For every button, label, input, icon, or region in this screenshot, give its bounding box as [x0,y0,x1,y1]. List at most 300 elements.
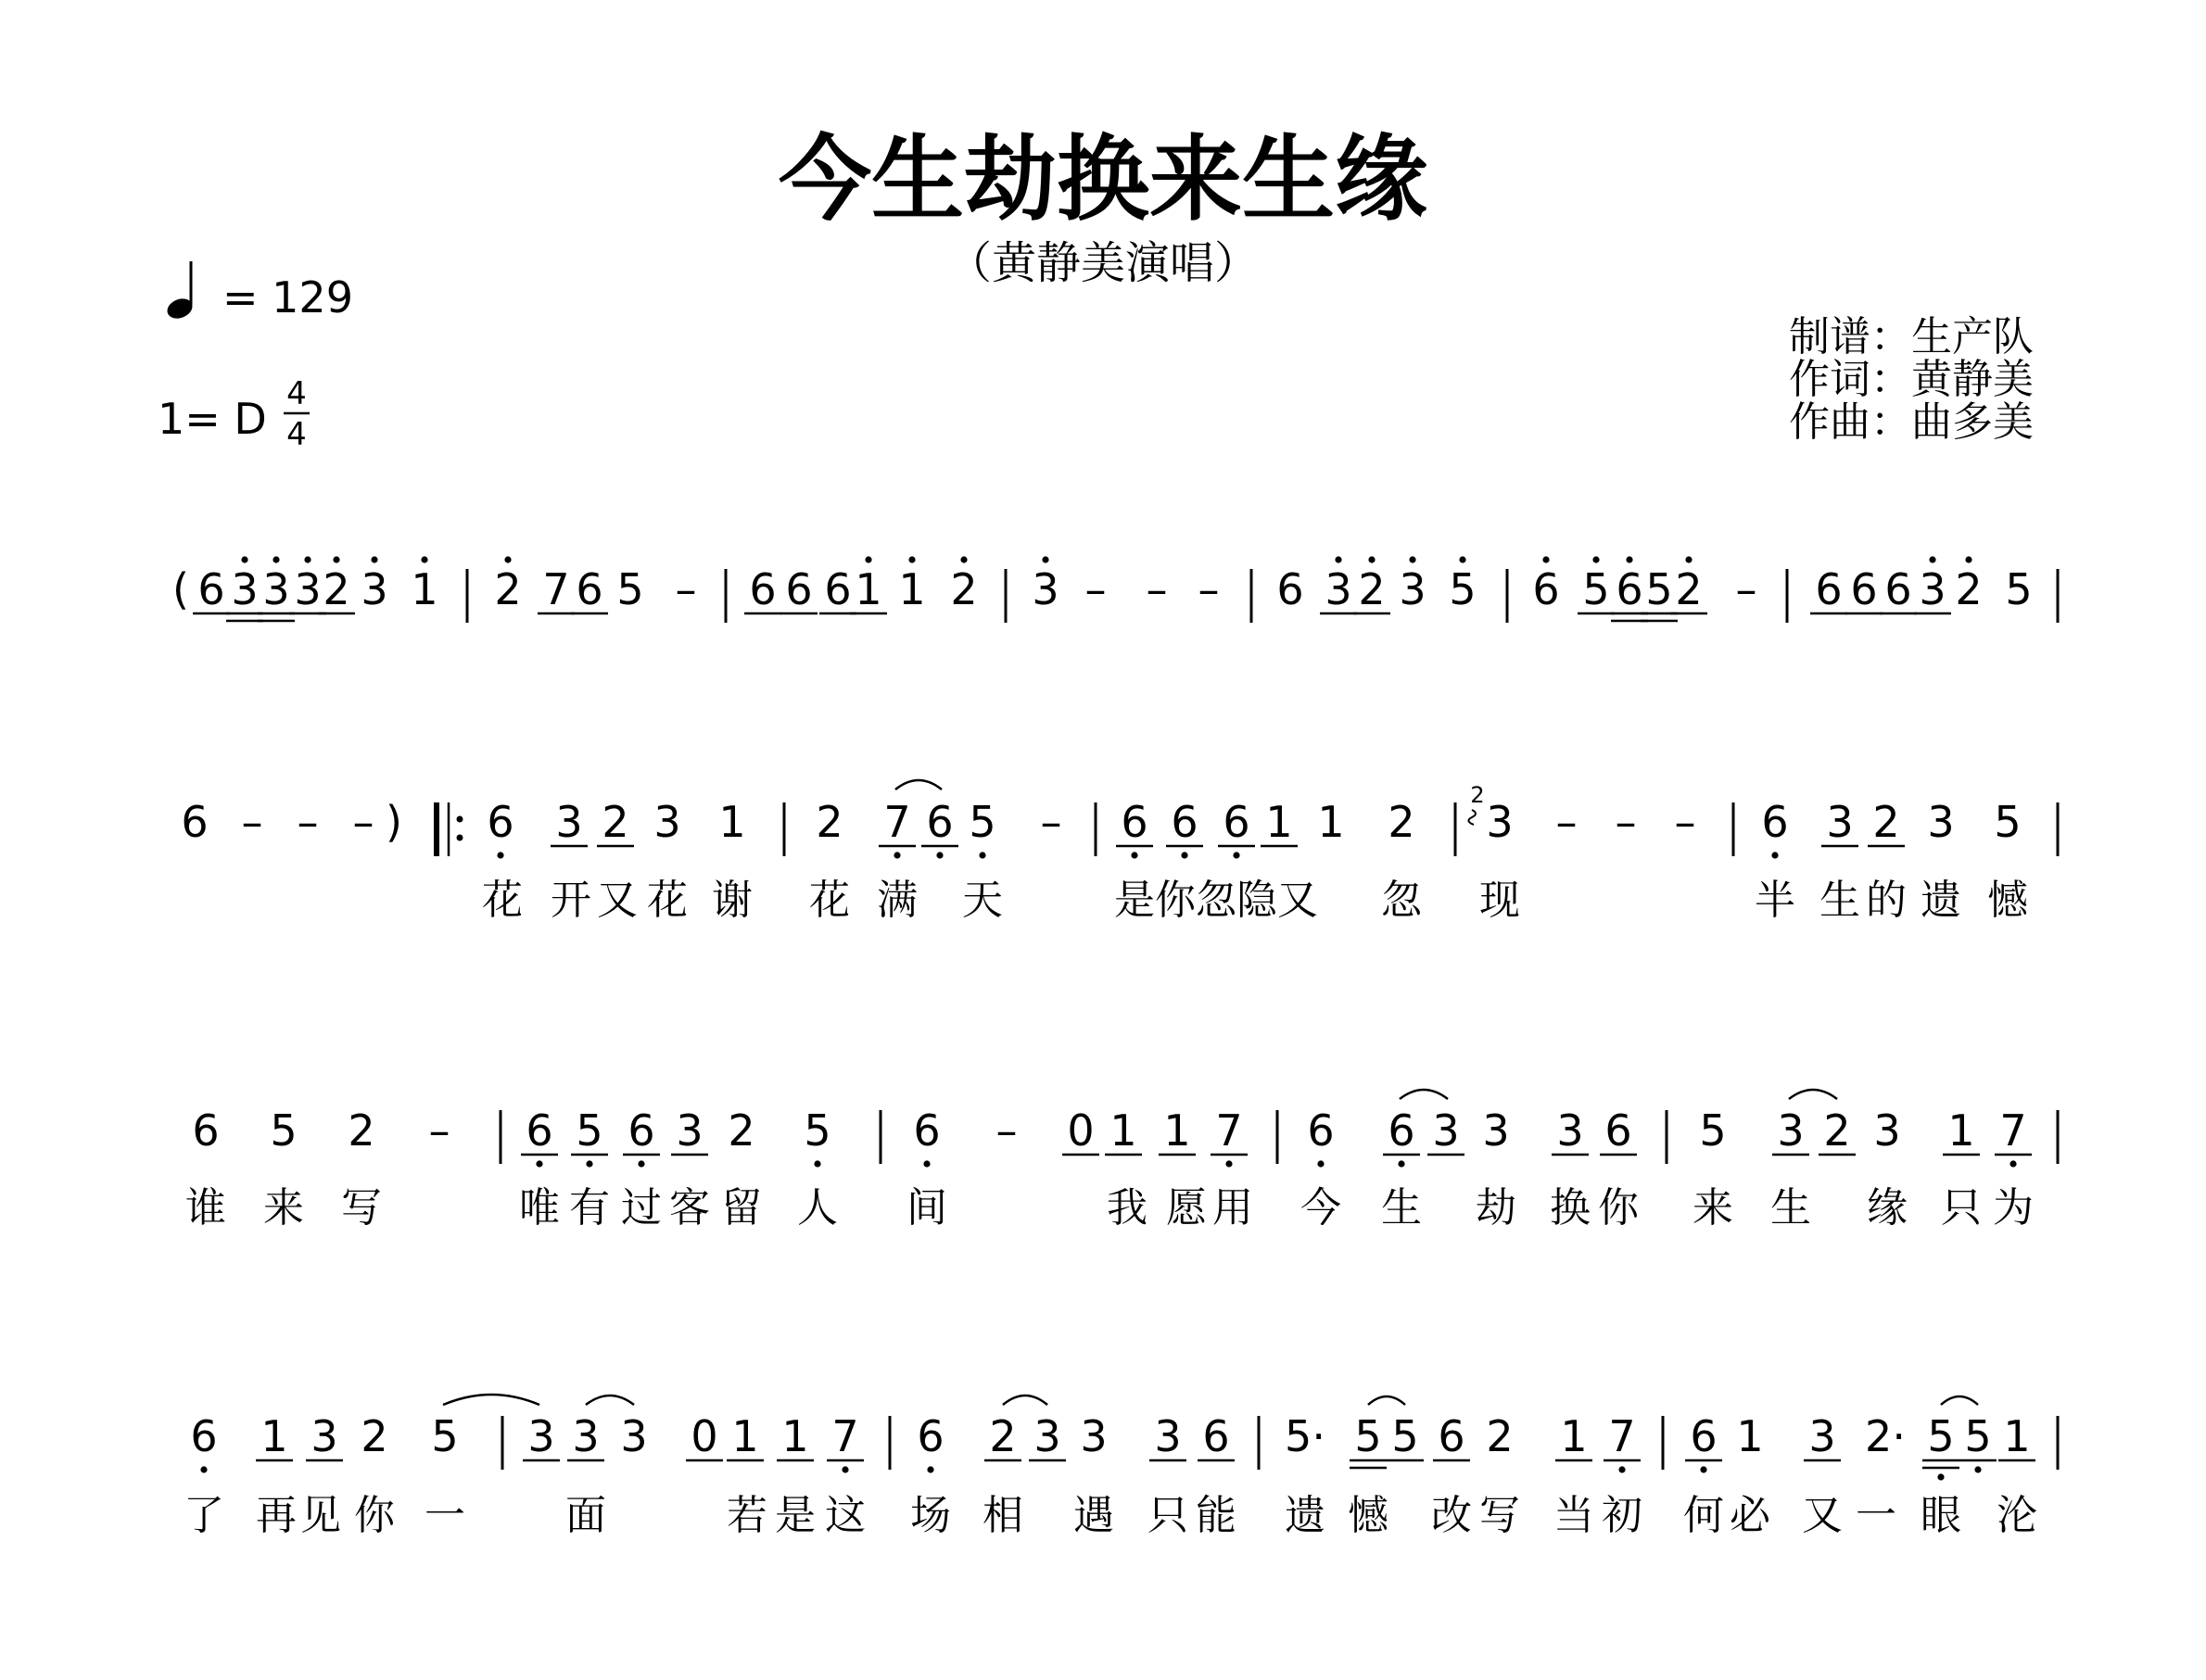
note [411,556,437,614]
note [1699,1105,1726,1156]
lyric-char: 一 [1856,1492,1896,1539]
note [1819,1105,1856,1156]
lyric-char: 眼 [1921,1492,1961,1539]
lyric-char: 见 [300,1492,341,1539]
note [1995,1105,2032,1168]
lyric-char: 遇 [1073,1492,1114,1539]
lyric-char: 生 [1819,877,1860,924]
note-symbol: 6 [1532,564,1560,614]
note-symbol: 3 [1325,564,1352,614]
lyric-char: 你 [354,1492,395,1539]
low-octave-dot [927,1466,933,1472]
notes-layer [172,556,2035,1480]
note [653,797,680,847]
note [671,1105,708,1156]
note [1320,556,1357,614]
note-symbol: 6 [1815,564,1843,614]
high-octave-dot [241,556,247,562]
lyric-char: 今 [1300,1184,1341,1232]
note [538,564,575,614]
note [1556,797,1578,847]
note-symbol: – [1084,564,1107,614]
note-symbol: 6 [1307,1105,1335,1156]
note-symbol: 1 [898,564,926,614]
note-symbol: 6 [1616,564,1643,614]
note-symbol: – [1674,797,1696,847]
note-symbol: – [1555,797,1578,847]
note-symbol: 5 [969,797,996,847]
low-octave-dot [1398,1160,1404,1167]
note-symbol: 6 [824,564,852,614]
note [1198,564,1220,614]
note-symbol: 3 [1399,564,1426,614]
note-symbol: ) [386,797,402,847]
note [728,1105,754,1156]
note-symbol: 3 [231,564,259,614]
note-symbol: 3 [527,1411,555,1461]
quarter-note-icon [164,261,195,322]
note [386,797,402,847]
note-symbol: 1 [855,564,882,614]
note-symbol: 3 [1826,797,1854,847]
note-symbol: – [297,797,319,847]
note-symbol: 6 [1121,797,1148,847]
lyric-char: 当 [1553,1492,1594,1539]
low-octave-dot [842,1466,848,1472]
lyric-char: 初 [1602,1492,1642,1539]
lyric-char: 又 [1802,1492,1843,1539]
lyric-char: 开 [551,877,591,924]
high-octave-dot [1929,556,1935,562]
note [1149,1411,1186,1461]
lyric-char: 再 [256,1492,297,1539]
lyric-char: 是 [1114,877,1155,924]
note-symbol: 5 [1927,1411,1955,1461]
note [1604,1411,1641,1473]
note [1285,1411,1325,1461]
lyric-char: 劫 [1476,1184,1516,1232]
key-signature: 1= D [158,394,267,444]
note-symbol: 3 [1032,564,1059,614]
note [1486,797,1513,847]
note-symbol: 5· [1285,1411,1325,1461]
note [1261,797,1298,847]
note [676,564,697,614]
note-symbol: 1 [1560,1411,1588,1461]
note [1772,1105,1809,1156]
note [361,1411,387,1461]
note-symbol: 6 [917,1411,945,1461]
note-symbol: 3 [1927,797,1955,847]
note [1552,1105,1589,1156]
note [1616,797,1637,847]
note [193,564,230,614]
lyric-char: 写 [341,1184,382,1232]
high-octave-dot [1335,556,1341,562]
lyric-char: 憾 [1348,1492,1388,1539]
note [718,797,745,847]
note-symbol: 5 [1449,564,1477,614]
note [816,797,843,847]
note [1433,1411,1470,1461]
high-octave-dot [1592,556,1599,562]
note [1685,1411,1722,1473]
note-symbol: 2 [323,564,350,614]
note [597,797,634,847]
low-octave-dot [638,1160,644,1167]
note-symbol: 2 [1358,564,1386,614]
lyric-char: 半 [1755,877,1795,924]
note [879,797,916,859]
note [289,556,326,614]
note-symbol: 6 [913,1105,941,1156]
high-octave-dot [908,556,915,562]
note [429,1105,450,1156]
slurs [443,780,1978,1405]
note [950,556,977,614]
note-symbol: 6 [1604,1105,1632,1156]
note-symbol: 2 [1955,564,1983,614]
low-octave-dot [936,852,943,858]
note [1399,556,1426,614]
note [1821,797,1858,847]
lyric-char: 来 [263,1184,304,1232]
note-symbol: 7 [1608,1411,1636,1461]
lyric-char: 写 [1479,1492,1520,1539]
high-octave-dot [504,556,511,562]
note [1147,564,1168,614]
lyric-char: 又 [1277,877,1318,924]
note-symbol: 1 [718,797,746,847]
high-octave-dot [273,556,279,562]
note-symbol: 6 [1223,797,1250,847]
note [827,1411,864,1473]
lyric-char: 只 [1147,1492,1188,1539]
note [523,1411,560,1461]
note [1810,564,1847,614]
note-symbol: 6 [628,1105,655,1156]
note [996,1105,1018,1156]
lyric-char: 若 [727,1492,767,1539]
note-symbol: 3 [620,1411,648,1461]
note [242,797,263,847]
lyric-char: 能 [1196,1492,1236,1539]
note-symbol: 3 [262,564,290,614]
lyric-char: 愿 [1166,1184,1207,1232]
low-octave-dot [1181,852,1187,858]
note [256,1411,293,1461]
high-octave-dot [1965,556,1971,562]
note-symbol: 6 [181,797,209,847]
note-symbol: 3 [1033,1411,1061,1461]
note-symbol: – [1198,564,1220,614]
lyric-char: 生 [1770,1184,1811,1232]
note-symbol: 3 [311,1411,338,1461]
tempo-text: = 129 [222,272,353,322]
lyric-char: 客 [669,1184,710,1232]
note-symbol: 6 [1850,564,1878,614]
bar-lines [467,569,2058,1470]
lyric-char: 忽 [1381,877,1422,924]
lyric-char: 必 [1730,1492,1770,1539]
lyric-char: 这 [825,1492,866,1539]
note-symbol: 6 [1438,1411,1465,1461]
note-symbol: 3 [1777,1105,1805,1156]
note-symbol: 3 [1808,1411,1836,1461]
note [898,556,925,614]
note-symbol: 5 [1964,1411,1992,1461]
note-symbol: 2 [816,797,843,847]
low-octave-dot [200,1466,207,1472]
note-symbol: 2 [1675,564,1703,614]
note-symbol: 6 [487,797,514,847]
lyric-char: 遗 [1921,877,1961,924]
lyric-char: 人 [797,1184,838,1232]
note [1350,1411,1387,1468]
lyric-char: 满 [877,877,918,924]
note [1555,1411,1592,1461]
note-symbol: 1 [731,1411,759,1461]
note [1736,564,1757,614]
note-symbol: 2· [1865,1411,1906,1461]
note [850,556,887,614]
note-symbol: 6 [190,1411,218,1461]
note-symbol: – [1615,797,1637,847]
note-symbol: 2 [602,797,629,847]
note [1675,797,1696,847]
note-symbol: 1 [781,1411,809,1461]
low-octave-dot [1937,1473,1944,1480]
note-symbol: 6 [576,564,603,614]
page-title: 今生劫换来生缘 [779,125,1427,234]
note [727,1411,764,1461]
note [921,797,958,859]
lyric-char: 是 [775,1492,816,1539]
note-symbol: 5 [2005,564,2033,614]
note [1532,556,1559,614]
note-symbol: 1 [1265,797,1293,847]
note-symbol: 5 [804,1105,831,1156]
note-symbol: 5 [270,1105,298,1156]
note-symbol: 5 [1645,564,1673,614]
note-symbol: 1 [2003,1411,2031,1461]
note [348,1105,374,1156]
note-symbol: 3 [1556,1105,1584,1156]
lyric-char: 留 [721,1184,762,1232]
high-octave-dot [1409,556,1415,562]
low-octave-dot [1131,852,1137,858]
low-octave-dot [586,1160,592,1167]
note-symbol: 5 [1391,1411,1419,1461]
note [172,564,189,614]
high-octave-dot [333,556,339,562]
lyric-char: 花 [482,877,523,924]
note [777,1411,814,1461]
note-symbol: 3 [361,564,388,614]
svg-text:2: 2 [1470,782,1485,808]
note-symbol: 2 [1486,1411,1514,1461]
note [1736,1411,1763,1461]
note-symbol: 3 [1919,564,1946,614]
credit-transcriber: 制谱：生产队 [1789,313,2034,360]
note [1922,1411,1959,1481]
lyric-char: 有 [569,1184,610,1232]
note-symbol: 6 [1690,1411,1718,1461]
lyric-char: 相 [983,1492,1023,1539]
lyric-char: 花 [809,877,850,924]
lyric-char: 为 [1993,1184,2034,1232]
low-octave-dot [1700,1466,1706,1472]
note [913,1105,940,1168]
lyric-char: 用 [1212,1184,1253,1232]
low-octave-dot [1233,852,1239,858]
note-symbol: 6 [526,1105,553,1156]
note-symbol: – [428,1105,450,1156]
note-symbol: 2 [989,1411,1017,1461]
time-signature-top: 4 [286,375,307,412]
note [1449,556,1476,614]
note [306,1411,343,1461]
high-octave-dot [1542,556,1549,562]
note [1029,1411,1066,1461]
high-octave-dot [1042,556,1048,562]
note-symbol: 6 [1276,564,1304,614]
note-symbol: 6 [749,564,777,614]
note [270,1105,297,1156]
credit-composer: 作曲：曲多美 [1789,398,2034,446]
note-symbol: 3 [1080,1411,1108,1461]
note [1865,1411,1906,1461]
note-symbol: 7 [883,797,911,847]
note [431,1411,458,1461]
note-symbol: 5 [616,564,644,614]
lyric-char: 天 [962,877,1003,924]
note-symbol: 2 [348,1105,375,1156]
note [1914,556,1951,614]
low-octave-dot [1618,1466,1625,1472]
lyric-char: 遗 [1285,1492,1325,1539]
note-symbol: – [1146,564,1168,614]
lyric-char: 憾 [1987,877,2028,924]
note [819,564,856,614]
note-symbol: 2 [494,564,522,614]
note [969,797,995,859]
lyric-char: 面 [565,1492,606,1539]
low-octave-dot [1225,1160,1232,1167]
note-symbol: 7 [1999,1105,2027,1156]
lyric-char: 谁 [185,1184,226,1232]
lyric-char: 忽 [1196,877,1236,924]
note [181,797,208,847]
note-symbol: 7 [831,1411,859,1461]
note-symbol: 6 [197,564,225,614]
note [1959,1411,1997,1473]
note [551,797,588,847]
note [1062,1105,1099,1156]
note [1166,797,1203,859]
note-symbol: 3 [555,797,583,847]
note [1845,564,1883,614]
note [1032,556,1059,614]
note-symbol: 5 [1994,797,2022,847]
note [623,1105,660,1168]
note [2005,564,2032,614]
note [521,1105,558,1168]
low-octave-dot [536,1160,542,1167]
note-symbol: 1 [260,1411,288,1461]
note-symbol: 2 [1388,797,1415,847]
note [1482,1105,1509,1156]
high-octave-dot [865,556,871,562]
note [1943,1105,1980,1156]
note-symbol: 2 [728,1105,755,1156]
note-symbol: 3 [572,1411,600,1461]
note-symbol: – [241,797,263,847]
note-symbol: 1 [1947,1105,1975,1156]
note-symbol: – [1735,564,1757,614]
note-symbol: 6 [1761,797,1789,847]
note [620,1411,647,1461]
note-symbol: 1 [411,564,438,614]
note [1085,564,1107,614]
note [1387,1411,1424,1461]
note-symbol: 5 [576,1105,603,1156]
note [1276,564,1303,614]
note-symbol: – [352,797,374,847]
lyric-char: 现 [1479,877,1520,924]
note-symbol: 3 [676,1105,704,1156]
note-symbol: 1 [1736,1411,1764,1461]
note [1998,1411,2035,1461]
low-octave-dot [2009,1160,2016,1167]
note [226,556,263,621]
note [1927,797,1954,847]
low-octave-dot [814,1160,820,1167]
note [318,556,355,614]
high-octave-dot [1459,556,1465,562]
note [1105,1105,1142,1156]
note [1116,797,1153,859]
note [744,564,781,614]
note-symbol: 6 [1884,564,1912,614]
high-octave-dot [304,556,311,562]
note [353,797,374,847]
note-symbol: 6 [192,1105,220,1156]
low-octave-dot [1771,852,1778,858]
lyric-char: 隐 [1236,877,1277,924]
high-octave-dot [371,556,377,562]
note [494,556,521,614]
subtitle: （黄静美演唱） [946,237,1260,289]
note [190,1411,217,1473]
note-symbol: 3 [294,564,322,614]
note [804,1105,830,1168]
lyric-char: 又 [597,877,638,924]
lyric-char: 何 [1683,1492,1724,1539]
high-octave-dot [1685,556,1692,562]
lyric-char: 只 [1941,1184,1982,1232]
lyric-char: 沦 [1997,1492,2037,1539]
note-symbol: 2 [950,564,978,614]
note [1486,1411,1513,1461]
note-symbol: ( [172,564,189,614]
note-symbol: 3 [1873,1105,1901,1156]
note-symbol: 5 [431,1411,459,1461]
note-symbol: 6 [1202,1411,1230,1461]
time-signature-bottom: 4 [286,416,307,453]
note-symbol: 3 [1154,1411,1182,1461]
note-symbol: 6 [1171,797,1198,847]
